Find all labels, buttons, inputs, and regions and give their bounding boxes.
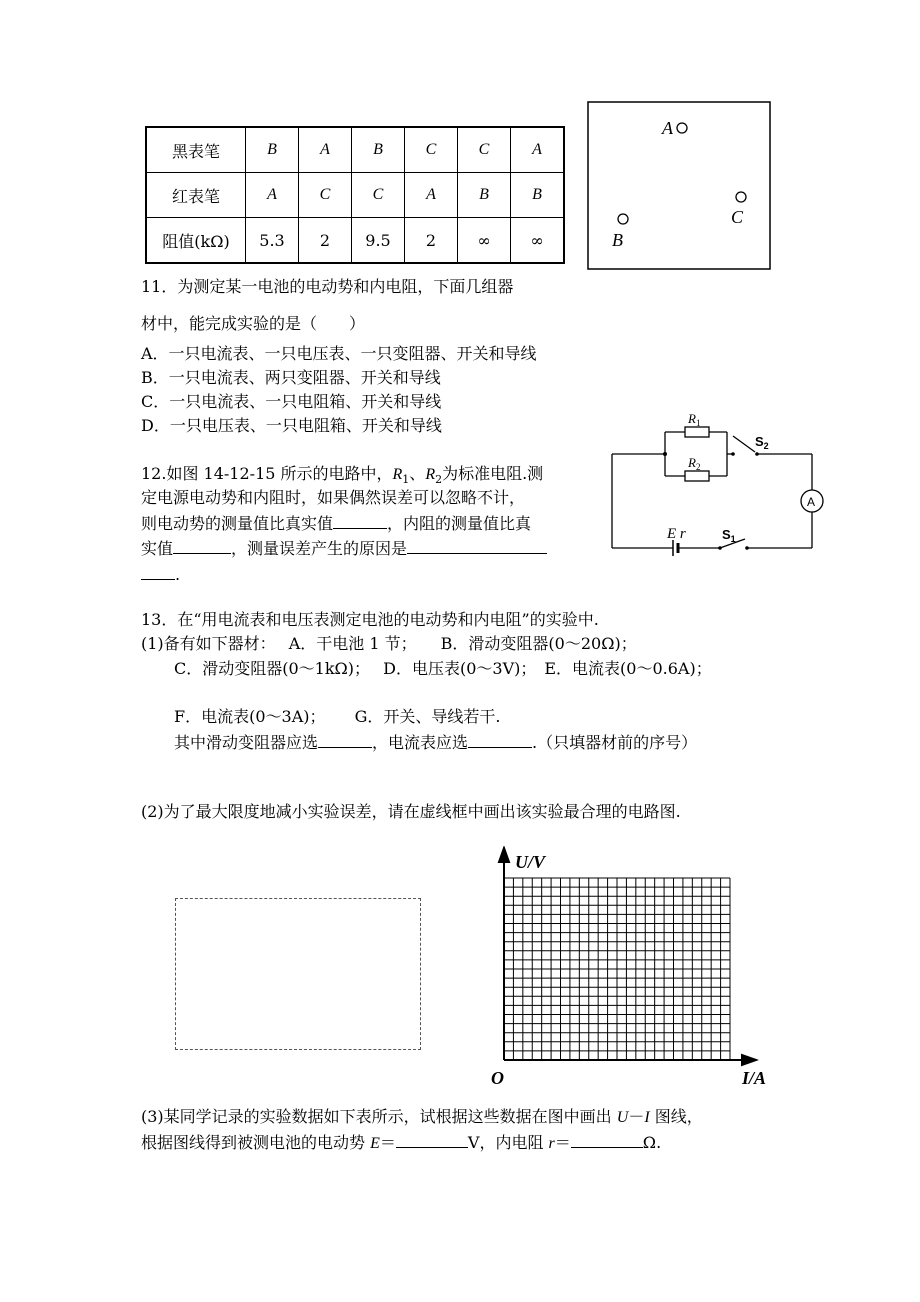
table-cell: C	[458, 127, 511, 173]
terminal-a	[677, 123, 687, 133]
q11-line2: 材中，能完成实验的是（ ）	[141, 314, 366, 333]
table-cell: C	[299, 173, 352, 218]
table-cell: 9.5	[352, 218, 405, 264]
r1-subscript: 1	[402, 473, 410, 487]
answer-blank[interactable]	[571, 1131, 643, 1148]
r2-label-sub: 2	[695, 462, 701, 472]
answer-blank[interactable]	[396, 1131, 468, 1148]
x-axis-label: I/A	[742, 1068, 767, 1088]
red-probe-label: 红表笔	[146, 173, 246, 218]
circuit-diagram	[605, 408, 830, 558]
table-cell: C	[405, 127, 458, 173]
q13-part1-line3: F．电流表(0～3A)； G．开关、导线若干.	[174, 707, 501, 726]
s1-label-sub: 1	[730, 534, 736, 544]
q12-line5-end: .	[175, 565, 181, 584]
circuit-drawing-box[interactable]	[175, 898, 421, 1050]
origin-label: O	[491, 1068, 504, 1088]
table-cell: B	[511, 173, 565, 218]
svg-text:S1	[722, 527, 736, 544]
q12-line3-a: 则电动势的测量值比真实值	[141, 514, 334, 533]
q13-part3-eq1: ＝	[379, 1133, 396, 1152]
q11-line1: 11．为测定某一电池的电动势和内电阻，下面几组器	[141, 277, 514, 296]
table-cell: 5.3	[246, 218, 299, 264]
r2-subscript: 2	[435, 473, 443, 487]
i-symbol: I	[644, 1109, 650, 1126]
r1-symbol: R	[392, 466, 403, 483]
answer-blank[interactable]	[173, 537, 231, 554]
q13-part3-line1-b: 图线，	[649, 1107, 703, 1126]
q13-part3-line1	[141, 1107, 703, 1128]
table-cell: A	[511, 127, 565, 173]
table-cell: B	[458, 173, 511, 218]
s1-label: S	[722, 527, 731, 542]
s2-label-sub: 2	[763, 441, 769, 451]
table-cell: B	[352, 127, 405, 173]
table-cell: 2	[405, 218, 458, 264]
svg-text:R2	[687, 455, 700, 472]
s2-label: S	[755, 434, 764, 449]
resistance-label: 阻值(kΩ)	[146, 218, 246, 264]
table-row	[146, 173, 564, 218]
answer-blank[interactable]	[333, 512, 387, 529]
table-cell: A	[299, 127, 352, 173]
svg-text:S2	[755, 434, 769, 451]
q12-line4-a: 实值	[141, 539, 174, 558]
q12-line4	[141, 537, 547, 559]
q13-part2: (2)为了最大限度地减小实验误差，请在虚线框中画出该实验最合理的电路图.	[141, 802, 681, 821]
q11-option-c: C．一只电流表、一只电阻箱、开关和导线	[141, 392, 442, 411]
terminal-b	[618, 214, 628, 224]
r2-symbol: R	[425, 466, 436, 483]
svg-text:R1	[687, 411, 700, 428]
q11-option-d: D．一只电压表、一只电阻箱、开关和导线	[141, 416, 442, 435]
q13-part1-line4-c: .（只填器材前的序号）	[532, 733, 698, 752]
table-cell: A	[405, 173, 458, 218]
q13-part3-line2	[141, 1131, 661, 1154]
table-cell: C	[352, 173, 405, 218]
table-row	[146, 127, 564, 173]
q12-line4-b: ，测量误差产生的原因是	[231, 539, 408, 558]
q13-part1-line1: (1)备有如下器材： A．干电池 1 节； B．滑动变阻器(0～20Ω)；	[141, 634, 637, 653]
table-cell: A	[246, 173, 299, 218]
q13-part1-line2: C．滑动变阻器(0～1kΩ)； D．电压表(0～3V)； E．电流表(0～0.6A)；	[174, 659, 712, 678]
r1-label: R	[688, 411, 696, 426]
q13-title: 13．在“用电流表和电压表测定电池的电动势和内电阻”的实验中.	[141, 610, 599, 629]
table-cell: B	[246, 127, 299, 173]
r-symbol: r	[548, 1135, 555, 1152]
q12-separator: 、	[409, 464, 426, 483]
q12-line3-b: ，内阻的测量值比真	[387, 514, 532, 533]
answer-blank[interactable]	[468, 731, 532, 748]
u-symbol: U	[616, 1109, 629, 1126]
q13-part1-line4-a: 其中滑动变阻器应选	[174, 733, 319, 752]
table-cell: 2	[299, 218, 352, 264]
q13-part3-line1-a: (3)某同学记录的实验数据如下表所示，试根据这些数据在图中画出	[141, 1107, 617, 1126]
ui-graph	[490, 846, 770, 1090]
resistor-r1	[685, 427, 709, 437]
q13-part3-eq2: ＝	[554, 1133, 571, 1152]
terminal-c-label: C	[731, 207, 744, 227]
q11-option-b: B．一只电流表、两只变阻器、开关和导线	[141, 368, 441, 387]
switch-s2	[733, 436, 755, 452]
e-symbol: E	[370, 1135, 380, 1152]
q13-part1-line4	[174, 731, 697, 753]
q13-part1-line4-b: ，电流表应选	[372, 733, 469, 752]
q12-line1	[141, 464, 543, 490]
x-axis-arrow-icon	[742, 1055, 756, 1065]
r2-label: R	[688, 455, 696, 470]
q12-line5	[141, 563, 180, 585]
table-cell: ∞	[511, 218, 565, 264]
answer-blank[interactable]	[407, 537, 547, 554]
terminal-b-label: B	[612, 230, 623, 250]
r1-label-sub: 1	[695, 418, 701, 428]
table-row	[146, 218, 564, 264]
q12-line1-pre: 12.如图 14-12-15 所示的电路中，	[141, 464, 393, 483]
y-axis-label: U/V	[515, 852, 546, 872]
meter-table	[145, 126, 565, 264]
table-cell: ∞	[458, 218, 511, 264]
black-box-figure	[587, 101, 773, 273]
q12-line2: 定电源电动势和内阻时，如果偶然误差可以忽略不计，	[141, 488, 526, 507]
answer-blank[interactable]	[318, 731, 372, 748]
emf-label: E r	[667, 526, 686, 542]
terminal-c	[736, 192, 746, 202]
y-axis-arrow-icon	[499, 848, 509, 862]
q13-part3-line2-e: Ω.	[642, 1133, 662, 1152]
u-i-dash: －	[628, 1107, 645, 1126]
q11-option-a: A．一只电流表、一只电压表、一只变阻器、开关和导线	[141, 344, 537, 363]
q13-part3-line2-a: 根据图线得到被测电池的电动势	[141, 1133, 371, 1152]
q12-line1-post: 为标准电阻.测	[442, 464, 544, 483]
ammeter-label: A	[807, 495, 816, 509]
q12-line3	[141, 512, 531, 534]
q13-part3-line2-c: V，内电阻	[467, 1133, 549, 1152]
resistor-r2	[685, 471, 709, 481]
answer-blank[interactable]	[141, 563, 175, 580]
black-probe-label: 黑表笔	[146, 127, 246, 173]
terminal-a-label: A	[662, 118, 673, 138]
